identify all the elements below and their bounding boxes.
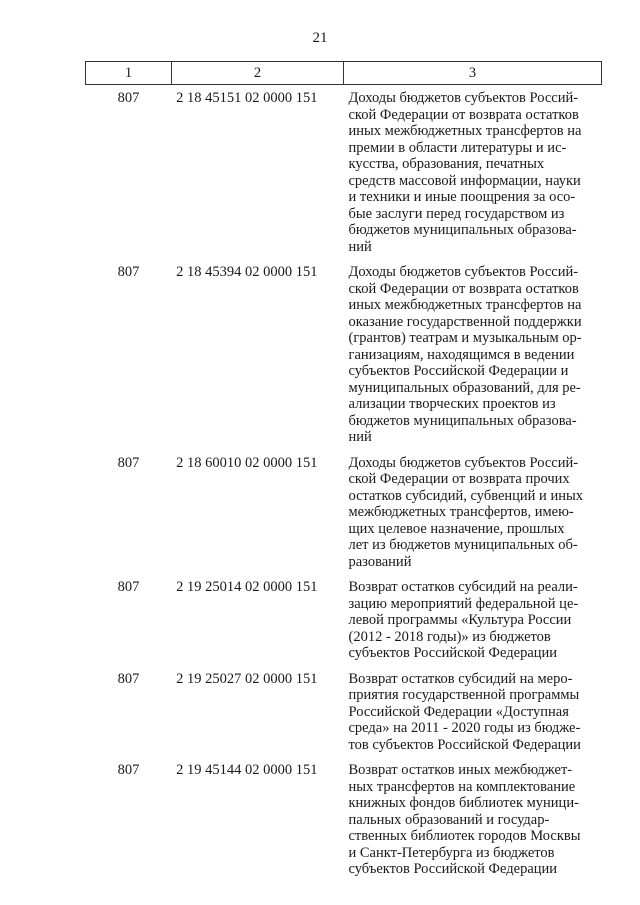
kbk-code-cell: 2 19 25027 02 0000 151 xyxy=(176,670,318,687)
revenue-description-cell xyxy=(344,264,602,455)
description-line: тов субъектов Российской Федерации xyxy=(348,736,581,753)
column-header-1: 1 xyxy=(86,62,172,85)
description-line: зацию мероприятий федеральной це- xyxy=(348,595,579,612)
kbk-code-cell: 2 19 25014 02 0000 151 xyxy=(176,579,318,595)
table-row xyxy=(86,762,602,887)
kbk-code-cell: 2 18 60010 02 0000 151 xyxy=(176,454,318,471)
description-line: бюджетов муниципальных образова- xyxy=(348,222,577,238)
description-line: (2012 - 2018 годы)» из бюджетов xyxy=(348,628,551,645)
description-line: Возврат остатков субсидий на меро- xyxy=(348,670,573,687)
kbk-code-cell: 2 18 45151 02 0000 151 xyxy=(176,90,318,106)
description-line: и техники и иные поощрения за осо- xyxy=(348,189,576,205)
admin-code-cell: 807 xyxy=(117,762,140,778)
description-line: иных межбюджетных трансфертов на xyxy=(348,297,582,313)
revenue-description-cell xyxy=(344,671,602,763)
table-row xyxy=(86,85,602,265)
description-line: Российской Федерации «Доступная xyxy=(348,703,569,720)
description-line: оказание государственной поддержки xyxy=(348,313,582,330)
description-line: субъектов Российской Федерации xyxy=(348,861,558,877)
description-line: ний xyxy=(348,238,372,255)
description-line: бюджетов муниципальных образова- xyxy=(348,412,577,429)
description-line: ализации творческих проектов из xyxy=(348,396,556,412)
admin-code-cell: 807 xyxy=(117,454,140,471)
description-line: пальных образований и государ- xyxy=(348,811,550,828)
revenue-description-cell xyxy=(344,85,602,265)
description-line: муниципальных образований, для ре- xyxy=(348,379,581,396)
admin-code-cell: 807 xyxy=(117,90,140,106)
description-line: ных трансфертов на комплектование xyxy=(348,778,576,795)
description-line: средств массовой информации, науки xyxy=(348,172,581,189)
table-body xyxy=(86,85,602,887)
description-line: книжных фондов библиотек муници- xyxy=(348,795,579,811)
column-header-2: 2 xyxy=(172,62,344,85)
description-line: среда» на 2011 - 2020 годы из бюдже- xyxy=(348,720,581,736)
kbk-code-cell: 2 19 45144 02 0000 151 xyxy=(176,762,318,778)
budget-code-table xyxy=(85,61,602,887)
kbk-code-cell: 2 18 45394 02 0000 151 xyxy=(176,264,318,280)
description-line: Возврат остатков субсидий на реали- xyxy=(348,579,578,595)
description-line: ской Федерации от возврата остатков xyxy=(348,106,579,123)
description-line: лет из бюджетов муниципальных об- xyxy=(348,537,578,553)
description-line: ской Федерации от возврата прочих xyxy=(348,471,570,487)
revenue-description-cell xyxy=(344,455,602,580)
description-line: приятия государственной программы xyxy=(348,687,580,703)
admin-code-cell: 807 xyxy=(117,264,140,280)
description-line: щих целевое назначение, прошлых xyxy=(348,520,565,537)
description-line: разований xyxy=(348,553,412,570)
description-line: премии в области литературы и ис- xyxy=(348,139,567,156)
table-row xyxy=(86,455,602,580)
description-line: и Санкт-Петербурга из бюджетов xyxy=(348,844,555,861)
description-line: ний xyxy=(348,429,372,445)
description-line: ганизациям, находящимся в ведении xyxy=(348,346,575,363)
description-line: Доходы бюджетов субъектов Россий- xyxy=(348,454,579,471)
table-row xyxy=(86,671,602,763)
page-number: 21 xyxy=(312,30,328,46)
description-line: Доходы бюджетов субъектов Россий- xyxy=(348,90,579,106)
description-line: бые заслуги перед государством из xyxy=(348,205,565,222)
admin-code-cell: 807 xyxy=(117,670,140,687)
description-line: межбюджетных трансфертов, имею- xyxy=(348,504,574,520)
table-row xyxy=(86,264,602,455)
description-line: иных межбюджетных трансфертов на xyxy=(348,123,582,139)
column-header-3: 3 xyxy=(344,62,602,85)
description-line: субъектов Российской Федерации xyxy=(348,645,558,661)
description-line: Доходы бюджетов субъектов Россий- xyxy=(348,264,579,280)
description-line: ской Федерации от возврата остатков xyxy=(348,280,579,297)
table-row xyxy=(86,579,602,671)
table-header-row xyxy=(86,62,602,85)
description-line: (грантов) театрам и музыкальным ор- xyxy=(348,330,582,346)
description-line: кусства, образования, печатных xyxy=(348,156,545,172)
description-line: Возврат остатков иных межбюджет- xyxy=(348,762,573,778)
description-line: остатков субсидий, субвенций и иных xyxy=(348,487,583,504)
description-line: левой программы «Культура России xyxy=(348,612,572,628)
description-line: ственных библиотек городов Москвы xyxy=(348,828,581,844)
revenue-description-cell xyxy=(344,579,602,671)
revenue-description-cell xyxy=(344,762,602,887)
description-line: субъектов Российской Федерации и xyxy=(348,363,569,379)
admin-code-cell: 807 xyxy=(117,579,140,595)
